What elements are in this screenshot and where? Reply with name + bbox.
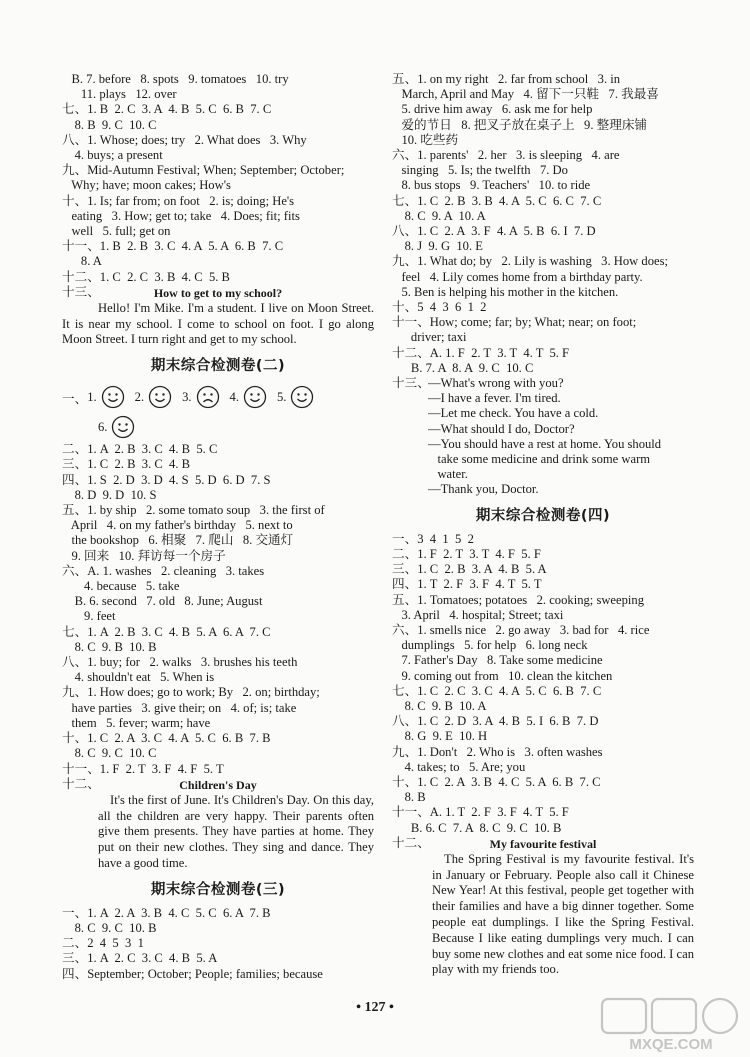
answer-line: 11. plays 12. over — [62, 87, 177, 102]
answer-line: 四、1. T 2. F 3. F 4. T 5. T — [392, 577, 542, 592]
answer-line: 七、1. C 2. C 3. C 4. A 5. C 6. B 7. C — [392, 683, 602, 698]
answer-line: 8. C 9. B 10. B — [62, 639, 157, 654]
answer-line: 六、A. 1. washes 2. cleaning 3. takes — [62, 563, 265, 578]
test2-faces-row — [62, 382, 374, 412]
answer-line: B. 7. before 8. spots 9. tomatoes 10. try — [62, 72, 289, 86]
test3-title: 期末综合检测卷(三) — [150, 881, 286, 898]
face-item — [135, 385, 172, 409]
answer-line: driver; taxi — [392, 330, 467, 345]
answer-line: 五、1. on my right 2. far from school 3. in — [392, 72, 621, 86]
test2-title: 期末综合检测卷(二) — [150, 358, 286, 375]
answer-line: dumplings 5. for help 6. long neck — [392, 638, 588, 653]
answer-line: 三、1. C 2. B 3. A 4. B 5. A — [392, 562, 547, 577]
answer-line: 八、1. buy; for 2. walks 3. brushes his teeth — [62, 655, 298, 670]
watermark-logo — [596, 995, 746, 1053]
answer-line: 一、1. A 2. A 3. B 4. C 5. C 6. A 7. B — [62, 905, 271, 920]
essay1-title: How to get to my school? — [153, 285, 283, 300]
answer-line: 8. C 9. C 10. B — [62, 920, 157, 935]
happy-face-icon — [101, 385, 125, 409]
answer-lines-test1 — [62, 72, 374, 285]
answer-line: 十、1. C 2. A 3. B 4. C 5. A 6. B 7. C — [392, 774, 601, 789]
answer-line: water. — [428, 467, 468, 482]
answer-line: Why; have; moon cakes; How's — [62, 178, 231, 193]
answer-line: 五、1. by ship 2. some tomato soup 3. the first of — [62, 503, 325, 518]
answer-line: 八、1. C 2. D 3. A 4. B 5. I 6. B 7. D — [392, 714, 599, 729]
happy-face-icon — [111, 415, 135, 439]
left-column — [62, 72, 374, 982]
answer-line: 六、1. smells nice 2. go away 3. bad for 4. rice — [392, 622, 650, 637]
answer-line: B. 7. A 8. A 9. C 10. C — [392, 360, 534, 375]
face-number: 4. — [229, 389, 239, 404]
answer-line: 四、September; October; People; families; because — [62, 966, 323, 981]
answer-lines-test2 — [62, 442, 374, 776]
answer-line: 九、1. How does; go to work; By 2. on; birthday; — [62, 685, 320, 700]
face-item — [87, 385, 124, 409]
answer-line: 三、1. A 2. C 3. C 4. B 5. A — [62, 951, 218, 966]
essay2-block — [62, 777, 374, 872]
answer-line: 9. 回来 10. 拜访每一个房子 — [62, 548, 226, 563]
answer-line: singing 5. Is; the twelfth 7. Do — [392, 163, 568, 178]
answer-line: —I have a fever. I'm tired. — [428, 391, 561, 406]
answer-line: 8. D 9. D 10. S — [62, 487, 157, 502]
answer-line: 十一、1. F 2. T 3. F 4. F 5. T — [62, 761, 224, 776]
answer-line: 二、1. A 2. B 3. C 4. B 5. C — [62, 442, 218, 457]
answer-line: 十一、1. B 2. B 3. C 4. A 5. A 6. B 7. C — [62, 239, 284, 254]
answer-line: take some medicine and drink some warm — [428, 452, 651, 467]
answer-line: eating 3. How; get to; take 4. Does; fit; fits — [62, 208, 300, 223]
face-item — [182, 385, 219, 409]
answer-line: 十二、1. C 2. C 3. B 4. C 5. B — [62, 269, 230, 284]
answer-line: 六、1. parents' 2. her 3. is sleeping 4. are — [392, 148, 620, 163]
face-number: 2. — [134, 389, 145, 404]
answer-line: 9. feet — [62, 609, 116, 624]
answer-line: 8. C 9. B 10. A — [392, 698, 487, 713]
essay3-block — [392, 836, 694, 978]
answer-line: —What should I do, Doctor? — [428, 421, 575, 436]
happy-face-icon — [290, 385, 314, 409]
svg-text:MXQE.COM: MXQE.COM — [629, 1036, 713, 1053]
answer-line: B. 6. C 7. A 8. C 9. C 10. B — [392, 820, 562, 835]
face-item — [277, 385, 314, 409]
answer-line: them 5. fever; warm; have — [62, 715, 211, 730]
answer-line: 8. B 9. C 10. C — [62, 117, 157, 132]
essay1-block — [62, 285, 374, 348]
face-item — [98, 415, 135, 439]
answer-line: 4. buys; a present — [62, 148, 163, 163]
answer-line: the bookshop 6. 相聚 7. 爬山 8. 交通灯 — [62, 533, 294, 548]
answer-line: 十二、A. 1. F 2. T 3. T 4. T 5. F — [392, 345, 570, 360]
answer-lines-test3 — [62, 906, 374, 982]
section-label: 十二、 — [392, 835, 430, 850]
answer-line: 四、1. S 2. D 3. D 4. S 5. D 6. D 7. S — [62, 472, 271, 487]
essay2-paragraph: It's the first of June. It's Children's Day. On this day, all the children are very happy. Their parents often give them presents. They have parties at home. They put on their new clothes. They sing and dance. They have a good time. — [98, 792, 374, 870]
answer-line: —You should have a rest at home. You should — [428, 436, 662, 451]
answer-line: have parties 3. give their; on 4. of; is; take — [62, 700, 297, 715]
face-number: 5. — [277, 389, 287, 404]
answer-line: 十、1. C 2. A 3. C 4. A 5. C 6. B 7. B — [62, 731, 271, 746]
answer-line: 8. J 9. G 10. E — [392, 239, 483, 254]
answer-line: 8. bus stops 9. Teachers' 10. to ride — [392, 178, 591, 193]
answer-line: 8. B — [392, 790, 426, 805]
answer-line: 十、1. Is; far from; on foot 2. is; doing; He's — [62, 193, 295, 208]
answer-line: 8. A — [62, 254, 102, 269]
answer-lines-test3-cont — [392, 72, 694, 376]
answer-line: 九、1. Don't 2. Who is 3. often washes — [392, 744, 603, 759]
happy-face-icon — [148, 385, 172, 409]
answer-line: 三、1. C 2. B 3. C 4. B — [62, 457, 191, 472]
answer-line: feel 4. Lily comes home from a birthday party. — [392, 269, 643, 284]
answer-line: 8. C 9. C 10. C — [62, 746, 157, 761]
essay3-paragraph: The Spring Festival is my favourite festival. It's in January or February. People also call it Chinese New Year! At this festival, people get together with their families and have a big dinner together. Some people eat dumplings. I like the Spring Festival. Because I like eating dumplings very much. I can buy some new clothes and eat some nice food. I can play with my friends too. — [432, 851, 694, 977]
answer-line: —Let me check. You have a cold. — [428, 406, 599, 421]
answer-line: 一、3 4 1 5 2 — [392, 531, 474, 546]
answer-line: 九、Mid-Autumn Festival; When; September; October; — [62, 163, 345, 178]
answer-line: well 5. full; get on — [62, 224, 171, 239]
answer-line: 4. shouldn't eat 5. When is — [62, 670, 215, 685]
question-label: 一、 — [62, 391, 88, 406]
answer-line: 七、1. A 2. B 3. C 4. B 5. A 6. A 7. C — [62, 624, 271, 639]
face-number: 6. — [98, 419, 108, 434]
page-number: • 127 • — [356, 1000, 394, 1015]
answer-line: 九、1. What do; by 2. Lily is washing 3. How does; — [392, 254, 668, 269]
answer-line: 爱的节日 8. 把叉子放在桌子上 9. 整理床铺 — [392, 117, 648, 132]
answer-line: 五、1. Tomatoes; potatoes 2. cooking; sweeping — [392, 592, 645, 607]
answer-line: —What's wrong with you? — [428, 376, 564, 391]
answer-line: 八、1. C 2. A 3. F 4. A 5. B 6. I 7. D — [392, 224, 596, 239]
face-number: 3. — [182, 389, 192, 404]
answer-line: 10. 吃些药 — [392, 132, 459, 147]
answer-line: 七、1. B 2. C 3. A 4. B 5. C 6. B 7. C — [62, 102, 272, 117]
face-item — [230, 385, 267, 409]
answer-line: March, April and May 4. 留下一只鞋 7. 我最喜 — [392, 87, 659, 102]
answer-lines-test4 — [392, 532, 694, 836]
answer-line: 4. because 5. take — [62, 579, 180, 594]
answer-line: 3. April 4. hospital; Street; taxi — [392, 607, 564, 622]
answer-line: April 4. on my father's birthday 5. next to — [62, 518, 293, 533]
answer-line: 7. Father's Day 8. Take some medicine — [392, 653, 603, 668]
dialogue-lines — [392, 376, 694, 498]
answer-line: 八、1. Whose; does; try 2. What does 3. Why — [62, 132, 307, 147]
test2-faces-row2 — [62, 412, 374, 442]
answer-line: B. 6. second 7. old 8. June; August — [62, 594, 263, 609]
answer-line: 8. C 9. A 10. A — [392, 208, 486, 223]
answer-line: 十、5 4 3 6 1 2 — [392, 300, 487, 315]
right-column — [392, 72, 694, 978]
sad-face-icon — [196, 385, 220, 409]
section-label: 十二、 — [62, 776, 100, 791]
answer-line: 8. G 9. E 10. H — [392, 729, 488, 744]
answer-line: 二、1. F 2. T 3. T 4. F 5. F — [392, 546, 541, 561]
answer-line: 七、1. C 2. B 3. B 4. A 5. C 6. C 7. C — [392, 193, 602, 208]
answer-line: 十一、A. 1. T 2. F 3. F 4. T 5. F — [392, 805, 569, 820]
dialogue-block — [392, 376, 694, 498]
answer-line: —Thank you, Doctor. — [428, 482, 539, 497]
answer-line: 二、2 4 5 3 1 — [62, 936, 144, 951]
answer-line: 5. drive him away 6. ask me for help — [392, 102, 593, 117]
essay3-title: My favourite festival — [489, 836, 597, 851]
essay2-title: Children's Day — [179, 777, 257, 792]
answer-line: 4. takes; to 5. Are; you — [392, 759, 526, 774]
happy-face-icon — [243, 385, 267, 409]
section-label: 十三、 — [392, 376, 430, 391]
answer-line: 9. coming out from 10. clean the kitchen — [392, 668, 613, 683]
answer-line: 5. Ben is helping his mother in the kitchen. — [392, 284, 619, 299]
answer-line: 十一、How; come; far; by; What; near; on foot; — [392, 315, 637, 330]
section-label: 十三、 — [62, 284, 100, 299]
essay1-paragraph: Hello! I'm Mike. I'm a student. I live on Moon Street. It is near my school. I come to school on foot. I go along Moon Street. I turn right and get to my school. — [62, 300, 374, 347]
face-number: 1. — [87, 389, 97, 404]
test4-title: 期末综合检测卷(四) — [475, 507, 611, 524]
